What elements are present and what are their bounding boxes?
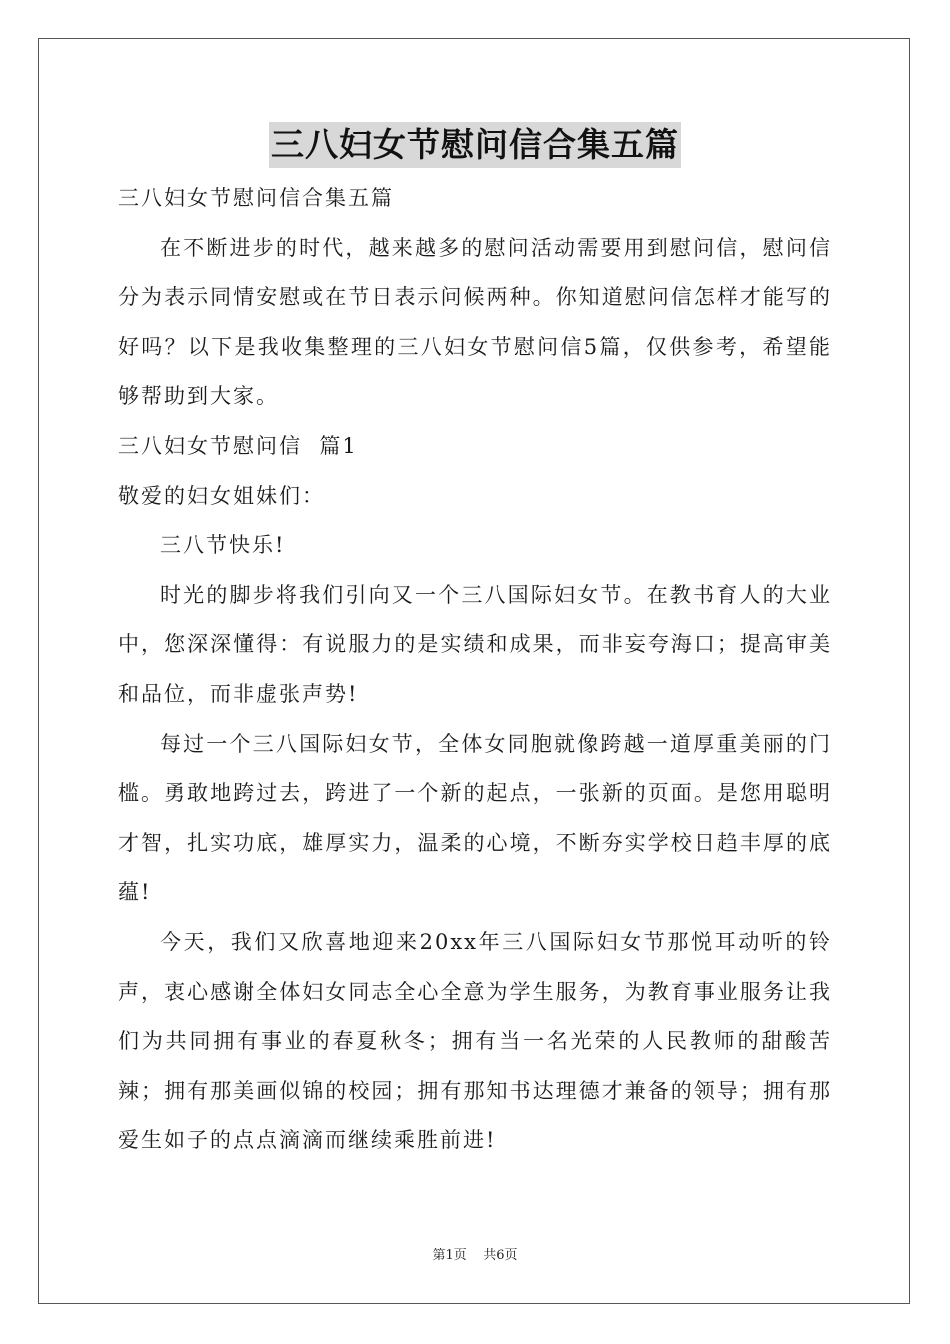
page-number: 第1页	[432, 1248, 467, 1263]
document-body	[118, 174, 832, 1166]
title-container	[0, 122, 950, 168]
greeting-line: 三八节快乐!	[160, 533, 286, 558]
body-paragraph: 今天，我们又欣喜地迎来20xx年三八国际妇女节那悦耳动听的铃声，衷心感谢全体妇女同志全心全意为学生服务，为教育事业服务让我们为共同拥有事业的春夏秋冬；拥有当一名光荣的人民教师的甜酸苦辣；拥有那美画似锦的校园；拥有那知书达理德才兼备的领导；拥有那爱生如子的点点滴滴而继续乘胜前进!	[118, 929, 832, 1153]
page-total: 共6页	[483, 1248, 518, 1263]
page-footer	[0, 1246, 950, 1266]
section-heading: 三八妇女节慰问信 篇1	[118, 433, 358, 458]
intro-paragraph: 在不断进步的时代，越来越多的慰问活动需要用到慰问信，慰问信分为表示同情安慰或在节日表示问候两种。你知道慰问信怎样才能写的好吗？以下是我收集整理的三八妇女节慰问信5篇，仅供参考，希望能够帮助到大家。	[118, 235, 832, 409]
body-paragraph: 每过一个三八国际妇女节，全体女同胞就像跨越一道厚重美丽的门槛。勇敢地跨过去，跨进了一个新的起点，一张新的页面。是您用聪明才智，扎实功底，雄厚实力，温柔的心境，不断夯实学校日趋丰厚的底蕴!	[118, 731, 832, 905]
salutation: 敬爱的妇女姐妹们：	[118, 483, 325, 508]
document-subtitle: 三八妇女节慰问信合集五篇	[118, 186, 394, 210]
body-paragraph: 时光的脚步将我们引向又一个三八国际妇女节。在教书育人的大业中，您深深懂得：有说服力的是实绩和成果，而非妄夸海口；提高审美和品位，而非虚张声势!	[118, 582, 832, 706]
document-title: 三八妇女节慰问信合集五篇	[269, 122, 681, 168]
